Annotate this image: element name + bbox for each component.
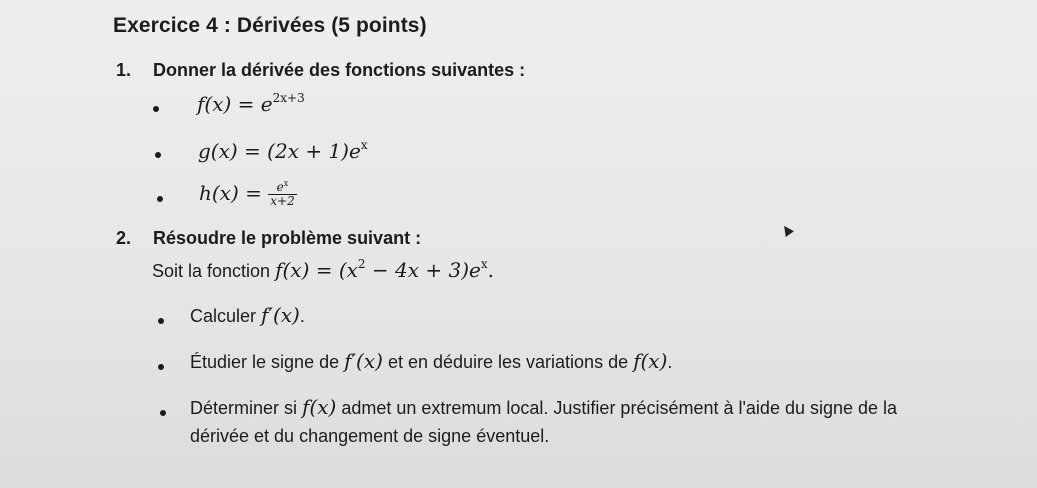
task-2 — [190, 349, 672, 373]
task-1-math: f′(x) — [261, 303, 300, 327]
problem-function-part2: − 4x + 3)e — [365, 258, 481, 282]
function-f-exponent: 2x+3 — [272, 91, 305, 105]
mouse-cursor-icon — [780, 223, 794, 237]
task-2-text: Étudier le signe de — [190, 352, 345, 372]
task-1 — [190, 303, 305, 327]
function-h-lhs: h(x) = — [199, 181, 269, 205]
problem-function-square: 2 — [357, 257, 366, 271]
task-2-math: f′(x) — [344, 349, 383, 373]
bullet — [153, 106, 159, 112]
task-2-math-2: f(x) — [633, 349, 668, 373]
exercise-title: Exercice 4 : Dérivées (5 points) — [113, 14, 427, 37]
function-g-lhs: g(x) = (2x + 1)e — [198, 139, 361, 163]
bullet — [155, 152, 161, 158]
task-2-end: . — [667, 352, 673, 372]
task-3-text-line-2: dérivée et du changement de signe éventuel. — [190, 426, 550, 446]
task-2-text-mid: et en déduire les variations de — [382, 352, 634, 372]
function-h-fraction — [268, 181, 296, 208]
problem-statement — [152, 258, 494, 282]
problem-function-exponent: x — [480, 257, 488, 271]
bullet — [160, 410, 166, 416]
problem-intro-text: Soit la fonction — [152, 261, 276, 281]
question-2-text: Résoudre le problème suivant : — [153, 228, 422, 248]
task-3-text: Déterminer si — [190, 398, 303, 418]
function-h-formula — [199, 181, 297, 208]
task-1-end: . — [299, 306, 305, 326]
function-h-numerator-exponent: x — [283, 179, 289, 188]
task-3 — [190, 395, 897, 419]
question-2-number: 2. — [116, 228, 132, 248]
question-1-text: Donner la dérivée des fonctions suivantes : — [153, 60, 526, 80]
problem-function-end: . — [487, 258, 495, 282]
function-f-lhs: f(x) = e — [197, 92, 273, 116]
function-f-formula — [197, 92, 305, 116]
bullet — [158, 318, 164, 324]
function-h-denominator: x+2 — [270, 194, 295, 208]
bullet — [158, 364, 164, 370]
problem-function-part1: f(x) = (x — [275, 258, 358, 282]
question-1-number: 1. — [116, 60, 132, 80]
task-1-text: Calculer — [190, 306, 262, 326]
task-3-math: f(x) — [302, 395, 337, 419]
function-g-exponent: x — [360, 138, 368, 152]
function-g-formula — [198, 139, 368, 163]
task-3-text-cont: admet un extremum local. Justifier précisément à l'aide du signe de la — [336, 398, 898, 418]
bullet — [157, 196, 163, 202]
function-h-numerator: e — [276, 180, 284, 194]
